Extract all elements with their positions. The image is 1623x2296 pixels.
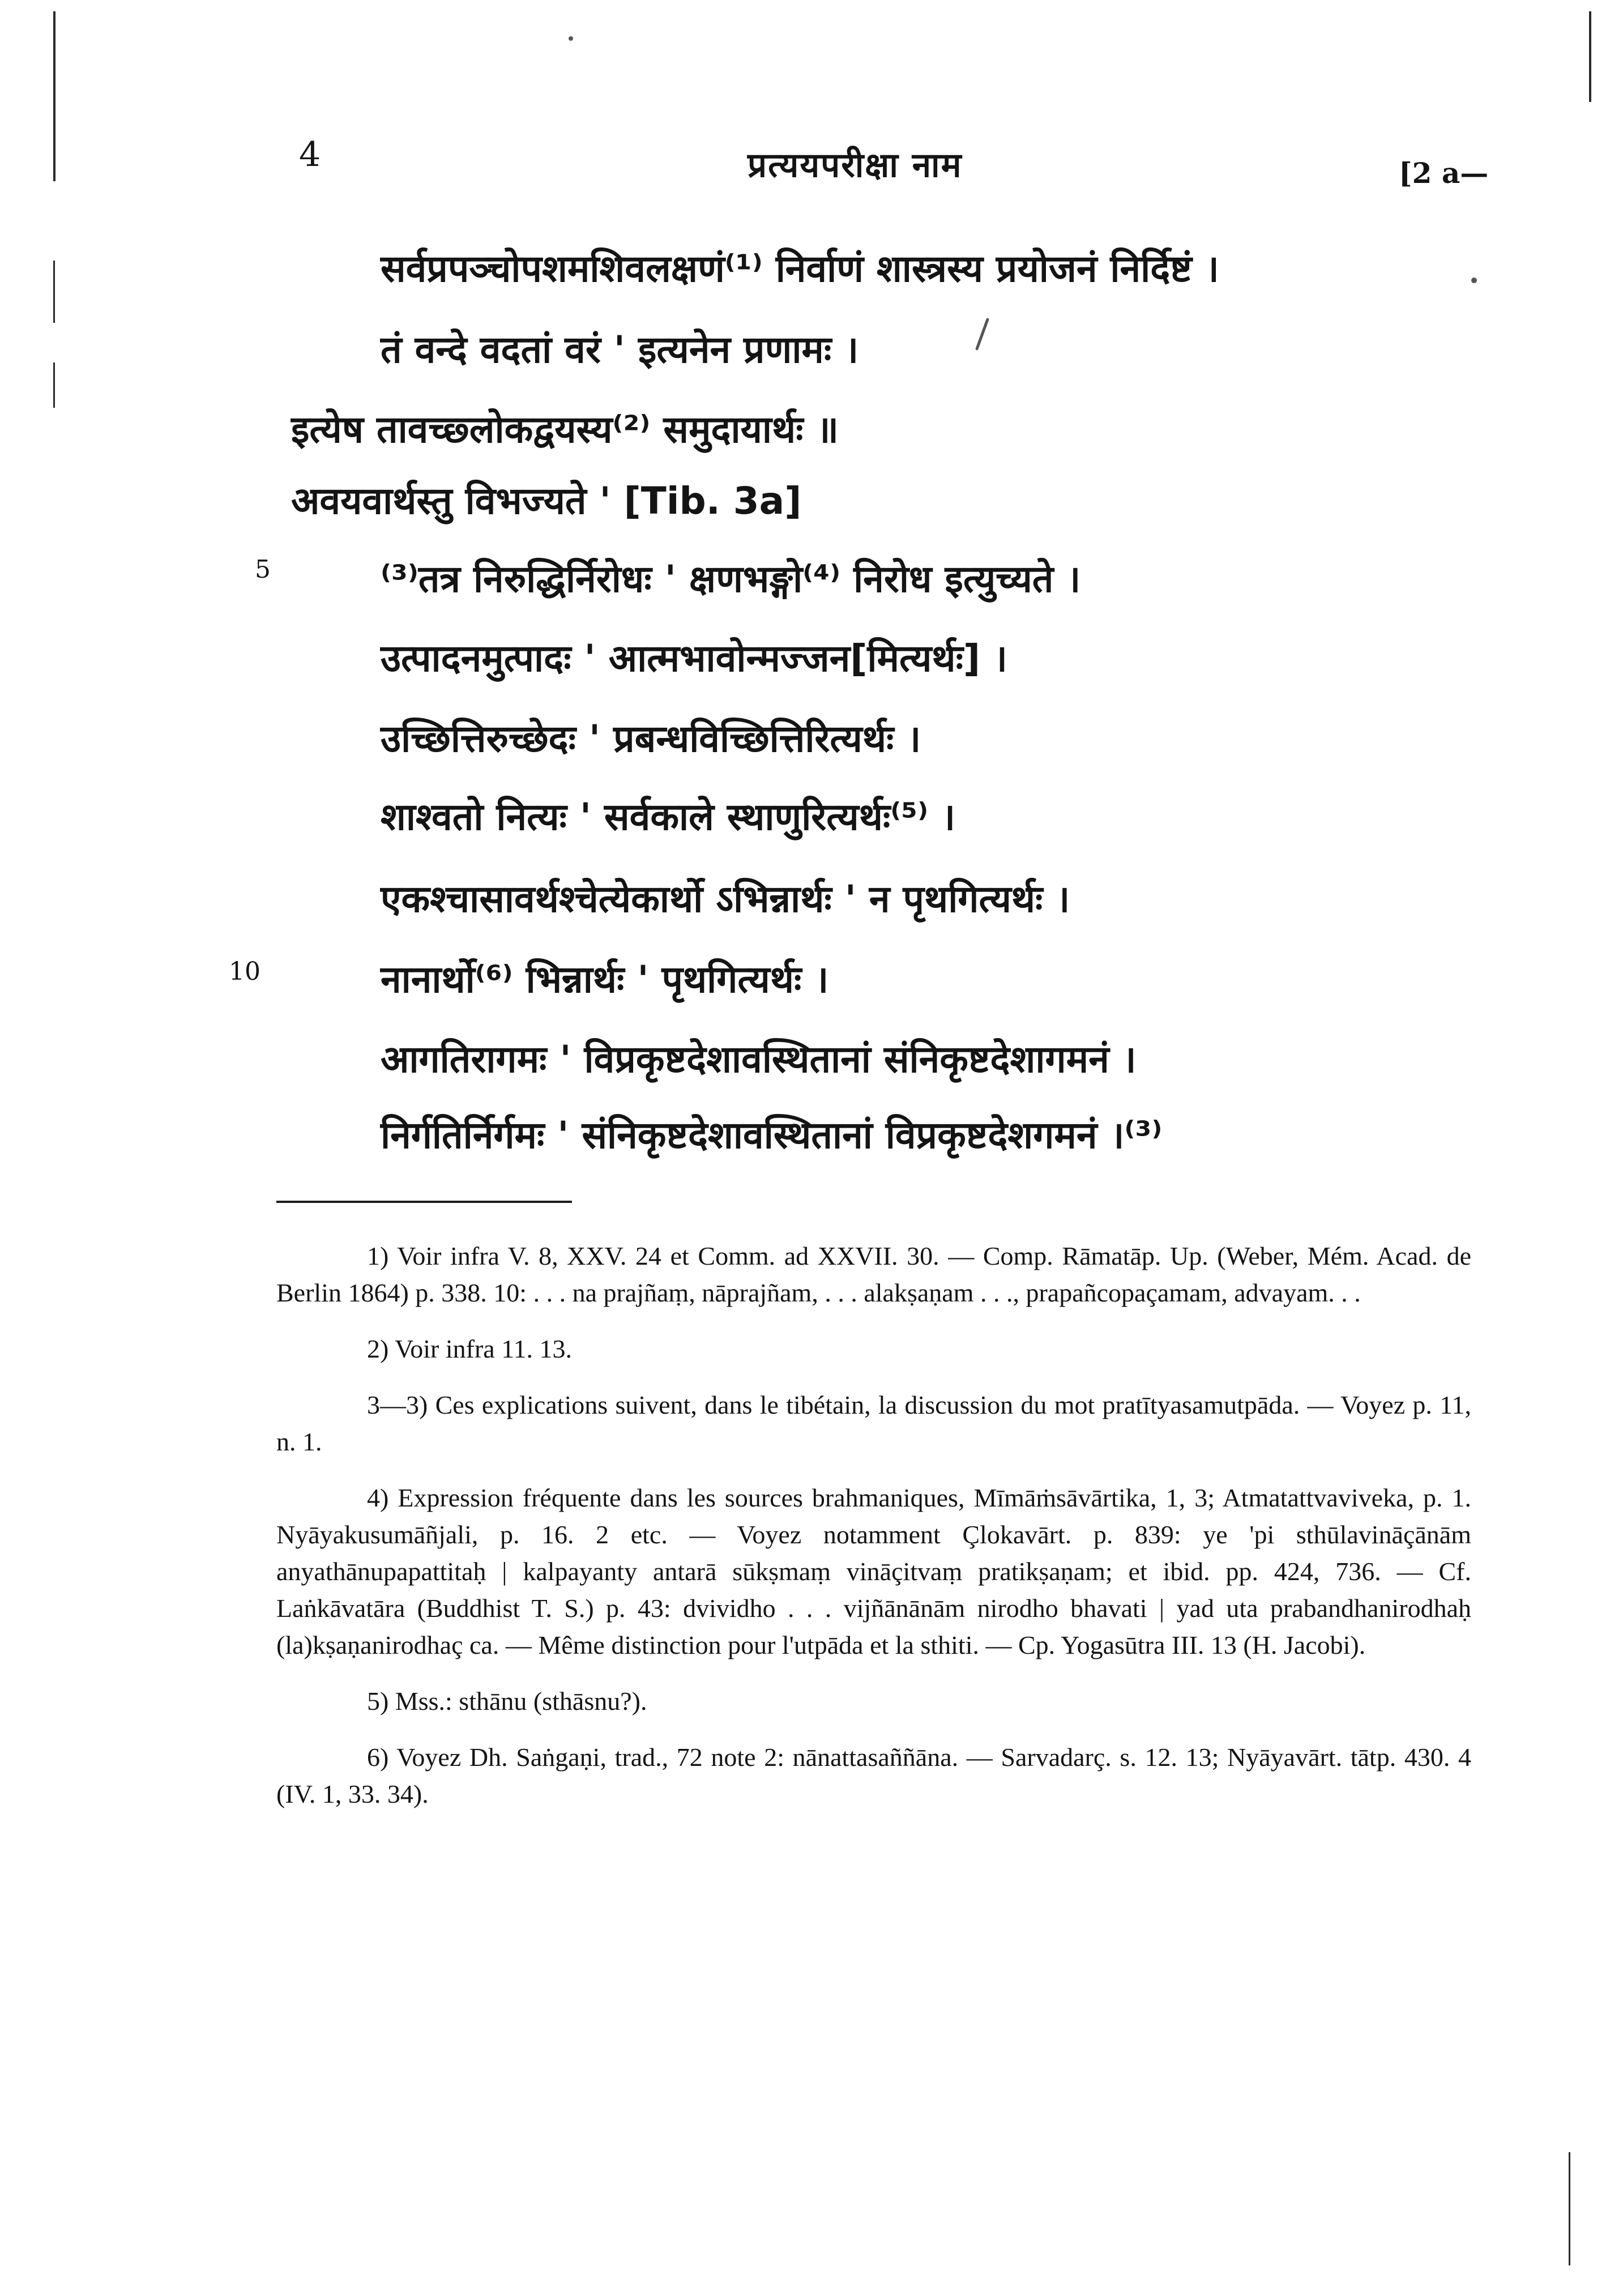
scan-speck	[975, 318, 989, 351]
verse-line: निर्गतिर्निर्गमः ' संनिकृष्टदेशावस्थितानां विप्रकृष्टदेशगमनं ।⁽³⁾	[381, 1113, 1163, 1157]
verse-line: अवयवार्थस्तु विभज्यते ' [Tib. 3a]	[291, 479, 802, 523]
running-title: प्रत्ययपरीक्षा नाम	[748, 146, 963, 185]
folio-reference: [2 a—	[1399, 156, 1489, 190]
verse-line: उत्पादनमुत्पादः ' आत्मभावोन्मज्जन[मित्यर्थः] ।	[381, 637, 1008, 680]
verse-line: नानार्थो⁽⁶⁾ भिन्नार्थः ' पृथगित्यर्थः ।	[381, 958, 829, 1001]
page-number: 4	[299, 135, 321, 174]
scan-edge-line	[53, 11, 55, 181]
verse-line: उच्छित्तिरुच्छेदः ' प्रबन्धविच्छित्तिरित्यर्थः ।	[381, 717, 921, 761]
scan-speck	[569, 36, 573, 41]
verse-line: तं वन्दे वदतां वरं ' इत्यनेन प्रणामः ।	[381, 328, 859, 372]
scan-speck	[1471, 278, 1477, 283]
line-number: 5	[255, 555, 271, 584]
footnote: 3—3) Ces explications suivent, dans le tibétain, la discussion du mot pratītyasamutpāda. — Voyez p. 11, n. 1.	[276, 1390, 1471, 1456]
verse-line: आगतिरागमः ' विप्रकृष्टदेशावस्थितानां संनिकृष्टदेशागमनं ।	[381, 1038, 1137, 1081]
footnote: 6) Voyez Dh. Saṅgaṇi, trad., 72 note 2: nānattasaññāna. — Sarvadarç. s. 12. 13; Nyāyavārt. tātp. 430. 4 (IV. 1, 33. 34).	[276, 1743, 1471, 1808]
scan-edge-line	[53, 362, 55, 408]
footnote: 5) Mss.: sthānu (sthāsnu?).	[367, 1687, 647, 1715]
footnote: 1) Voir infra V. 8, XXV. 24 et Comm. ad XXVII. 30. — Comp. Rāmatāp. Up. (Weber, Mém. Acad. de Berlin 1864) p. 338. 10: . . . na prajñaṃ, nāprajñam, . . . alakṣaṇam . . ., prapañcopaçamam, advayam. . .	[276, 1241, 1471, 1307]
footnotes	[276, 1237, 1471, 1812]
scan-edge-line	[1589, 11, 1591, 102]
scan-edge-line	[53, 261, 55, 323]
verse-line: ⁽³⁾तत्र निरुद्धिर्निरोधः ' क्षणभङ्गो⁽⁴⁾ निरोध इत्युच्यते ।	[381, 557, 1081, 601]
footnote: 4) Expression fréquente dans les sources brahmaniques, Mīmāṁsāvārtika, 1, 3; Atmatattvaviveka, p. 1. Nyāyakusumāñjali, p. 16. 2 etc. — Voyez notamment Çlokavārt. p. 839: ye 'pi sthūlavināçānām anyathānupapattitaḥ | kalpayanty antarā sūkṣmaṃ vināçitvaṃ pratikṣaṇam; et ibid. pp. 424, 736. — Cf. Laṅkāvatāra (Buddhist T. S.) p. 43: dvividho . . . vijñānānām nirodho bhavati | yad uta prabandhanirodhaḥ (la)kṣaṇanirodhaç ca. — Même distinction pour l'utpāda et la sthiti. — Cp. Yogasūtra III. 13 (H. Jacobi).	[276, 1483, 1471, 1659]
footnote: 2) Voir infra 11. 13.	[367, 1334, 573, 1363]
verse-line: इत्येष तावच्छ्लोकद्वयस्य⁽²⁾ समुदायार्थः ॥	[291, 408, 839, 451]
footnote-rule	[276, 1201, 572, 1203]
verse-line: सर्वप्रपञ्चोपशमशिवलक्षणं⁽¹⁾ निर्वाणं शास्त्रस्य प्रयोजनं निर्दिष्टं ।	[381, 247, 1219, 291]
scan-edge-line	[1569, 2152, 1570, 2265]
line-number: 10	[229, 957, 260, 986]
verse-line: शाश्वतो नित्यः ' सर्वकाले स्थाणुरित्यर्थः⁽⁵⁾ ।	[381, 795, 956, 839]
verse-line: एकश्चासावर्थश्चेत्येकार्थो ऽभिन्नार्थः ' न पृथगित्यर्थः ।	[381, 877, 1070, 921]
